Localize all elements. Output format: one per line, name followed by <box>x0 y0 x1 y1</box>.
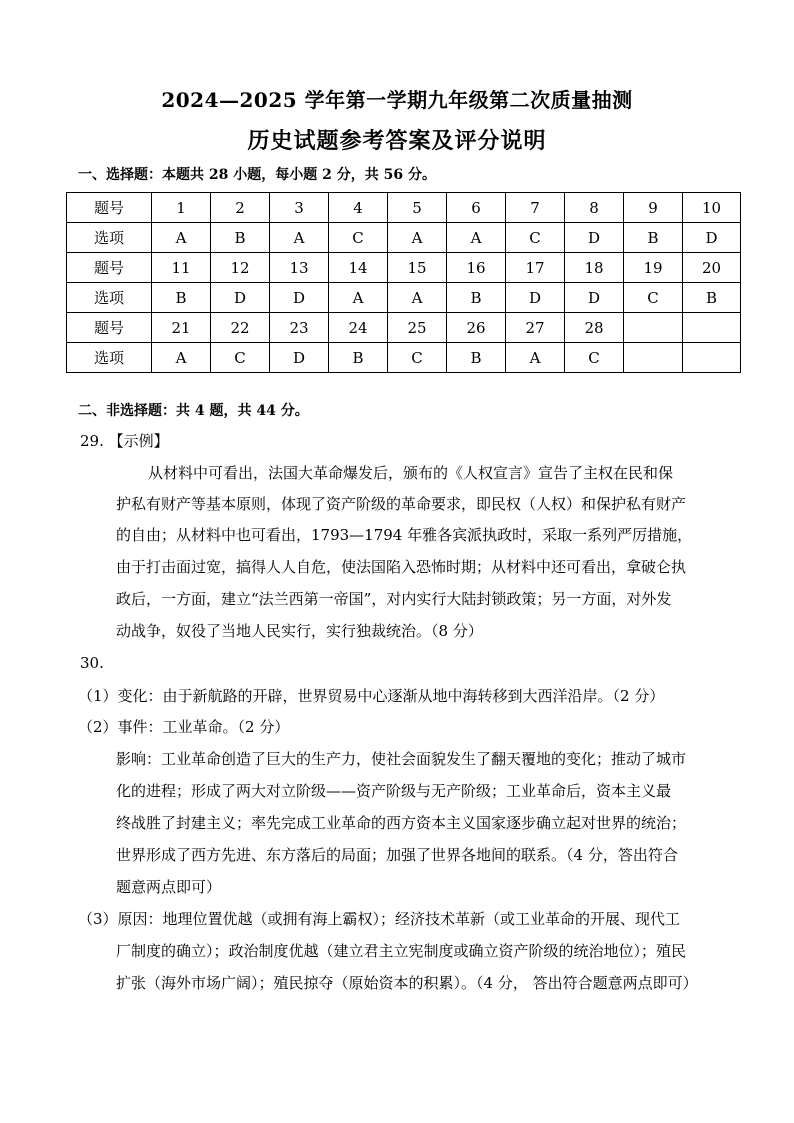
q30-part3-line: 扩张（海外市场广阔）；殖民掠夺（原始资本的积累）。（4 分， 答出符合题意两点即可） <box>116 974 698 992</box>
table-cell: D <box>683 223 741 253</box>
table-row <box>67 313 741 343</box>
table-cell: 19 <box>624 253 683 283</box>
table-cell: B <box>447 343 506 373</box>
table-cell: 17 <box>506 253 565 283</box>
table-cell: 8 <box>565 193 624 223</box>
table-cell: 5 <box>388 193 447 223</box>
table-cell: D <box>270 283 329 313</box>
table-cell: B <box>624 223 683 253</box>
table-cell: 25 <box>388 313 447 343</box>
q29-line: 政后，一方面，建立“法兰西第一帝国”，对内实行大陆封锁政策；另一方面，对外发 <box>116 590 672 608</box>
q29-line: 的自由；从材料中也可看出，1793—1794 年雅各宾派执政时，采取一系列严厉措施， <box>116 526 693 544</box>
table-cell: A <box>447 223 506 253</box>
q30-part2-line: 终战胜了封建主义；率先完成工业革命的西方资本主义国家逐步确立起对世界的统治； <box>116 814 687 832</box>
row-label: 题号 <box>67 313 152 343</box>
section1-heading: 一、选择题：本题共 28 小题，每小题 2 分，共 56 分。 <box>78 167 436 183</box>
table-cell: C <box>565 343 624 373</box>
table-cell: 1 <box>152 193 211 223</box>
answer-table <box>66 192 741 373</box>
table-cell: A <box>329 283 388 313</box>
table-cell: 28 <box>565 313 624 343</box>
q30-part2-line: 化的进程；形成了两大对立阶级——资产阶级与无产阶级；工业革命后，资本主义最 <box>116 782 672 800</box>
table-cell: 16 <box>447 253 506 283</box>
table-cell: 20 <box>683 253 741 283</box>
table-cell <box>683 313 741 343</box>
q30-part2-line: 世界形成了西方先进、东方落后的局面；加强了世界各地间的联系。（4 分，答出符合 <box>116 846 678 864</box>
table-cell: A <box>152 223 211 253</box>
table-cell: A <box>152 343 211 373</box>
q30-part2-line: 影响：工业革命创造了巨大的生产力，使社会面貌发生了翻天覆地的变化；推动了城市 <box>116 750 687 768</box>
q29-line: 从材料中可看出，法国大革命爆发后，颁布的《人权宣言》宣告了主权在民和保 <box>148 464 674 482</box>
table-cell: D <box>565 283 624 313</box>
q29-line: 由于打击面过宽，搞得人人自危，使法国陷入恐怖时期；从材料中还可看出，拿破仑执 <box>116 558 687 576</box>
table-row <box>67 253 741 283</box>
table-cell: 3 <box>270 193 329 223</box>
table-cell: 15 <box>388 253 447 283</box>
row-label: 选项 <box>67 343 152 373</box>
row-label: 题号 <box>67 193 152 223</box>
table-cell <box>624 313 683 343</box>
table-row <box>67 193 741 223</box>
table-row <box>67 223 741 253</box>
table-cell: C <box>624 283 683 313</box>
q29-line: 动战争，奴役了当地人民实行，实行独裁统治。（8 分） <box>116 622 483 640</box>
q30-part3-line: （3）原因：地理位置优越（或拥有海上霸权）；经济技术革新（或工业革命的开展、现代工 <box>78 910 681 928</box>
q29-line: 护私有财产等基本原则，体现了资产阶级的革命要求，即民权（人权）和保护私有财产 <box>116 495 687 513</box>
table-row <box>67 283 741 313</box>
table-cell: 22 <box>211 313 270 343</box>
row-label: 题号 <box>67 253 152 283</box>
table-cell: B <box>211 223 270 253</box>
table-cell: 27 <box>506 313 565 343</box>
document-title: 2024—2025 学年第一学期九年级第二次质量抽测 <box>161 88 633 112</box>
table-cell: 12 <box>211 253 270 283</box>
table-cell: B <box>447 283 506 313</box>
table-cell: C <box>388 343 447 373</box>
table-cell: 9 <box>624 193 683 223</box>
q30-part2-line: 题意两点即可） <box>116 878 222 896</box>
table-cell: A <box>506 343 565 373</box>
table-cell: C <box>329 223 388 253</box>
table-cell: A <box>388 223 447 253</box>
table-cell: C <box>211 343 270 373</box>
table-cell: A <box>388 283 447 313</box>
table-cell: 14 <box>329 253 388 283</box>
table-cell: B <box>152 283 211 313</box>
table-row <box>67 343 741 373</box>
table-cell: 4 <box>329 193 388 223</box>
table-cell: 23 <box>270 313 329 343</box>
section2-heading: 二、非选择题：共 4 题，共 44 分。 <box>78 403 309 419</box>
q30-part2: （2）事件：工业革命。（2 分） <box>78 718 290 736</box>
table-cell: 6 <box>447 193 506 223</box>
table-cell: D <box>565 223 624 253</box>
table-cell <box>624 343 683 373</box>
table-cell: 13 <box>270 253 329 283</box>
table-cell: 18 <box>565 253 624 283</box>
table-cell: A <box>270 223 329 253</box>
table-cell: B <box>329 343 388 373</box>
q30-part1: （1）变化：由于新航路的开辟，世界贸易中心逐渐从地中海转移到大西洋沿岸。（2 分） <box>78 687 665 705</box>
table-cell: 10 <box>683 193 741 223</box>
table-cell: 7 <box>506 193 565 223</box>
table-cell: B <box>683 283 741 313</box>
table-cell: 24 <box>329 313 388 343</box>
table-cell: 26 <box>447 313 506 343</box>
table-cell <box>683 343 741 373</box>
table-cell: D <box>506 283 565 313</box>
document-subtitle: 历史试题参考答案及评分说明 <box>247 128 547 154</box>
row-label: 选项 <box>67 283 152 313</box>
q30-part3-line: 厂制度的确立）；政治制度优越（建立君主立宪制度或确立资产阶级的统治地位）；殖民 <box>116 942 687 960</box>
row-label: 选项 <box>67 223 152 253</box>
table-cell: D <box>211 283 270 313</box>
table-cell: 2 <box>211 193 270 223</box>
q30-number: 30. <box>80 654 104 672</box>
table-cell: D <box>270 343 329 373</box>
q29-number: 29. 【示例】 <box>80 432 169 450</box>
table-cell: C <box>506 223 565 253</box>
table-cell: 11 <box>152 253 211 283</box>
table-cell: 21 <box>152 313 211 343</box>
